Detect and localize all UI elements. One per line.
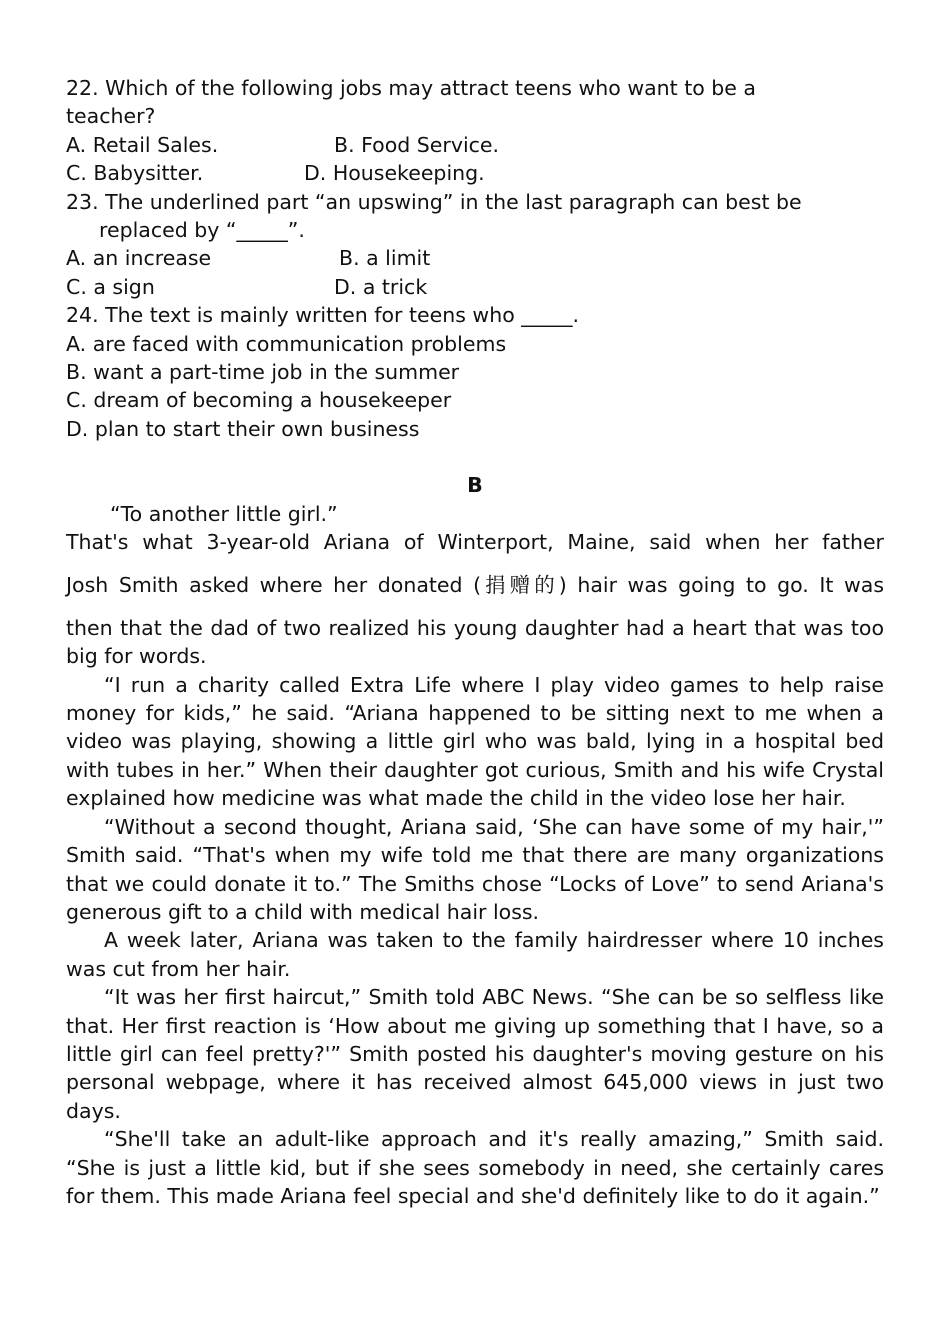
option-d: D. plan to start their own business [66, 416, 420, 441]
option-c: C. a sign [66, 274, 155, 299]
passage-paragraph-4: A week later, Ariana was taken to the family hairdresser where 10 inches was cut from her hair. [66, 928, 884, 981]
option-a: A. Retail Sales. [66, 132, 219, 157]
option-c: C. dream of becoming a housekeeper [66, 388, 452, 413]
option-b: B. Food Service. [334, 132, 500, 157]
question-23 [66, 188, 884, 302]
passage-paragraph-2: “I run a charity called Extra Life where I play video games to help raise money for kids,” he said. “Ariana happened to be sitting next to me when a video was playing, showing a little girl who was bald, lying in a hospital bed with tubes in her.” When their daughter got curious, Smith and his wife Crystal explained how medicine was what made the child in the video lose her hair. [66, 672, 884, 811]
option-d: D. Housekeeping. [304, 161, 485, 186]
question-22-options-ab [66, 131, 884, 159]
option-d: D. a trick [334, 274, 428, 299]
passage-opening-quote: “To another little girl.” [110, 501, 338, 526]
question-23-stem: 23. The underlined part “an upswing” in the last paragraph can best be [66, 189, 802, 214]
option-c: C. Babysitter. [66, 161, 204, 186]
passage-paragraph-5: “It was her first haircut,” Smith told ABC News. “She can be so selfless like that. Her first reaction is ‘How about me giving up something that I have, so a little girl can feel pretty?'” Smith posted his daughter's moving gesture on his personal webpage, where it has received almost 645,000 views in just two days. [66, 985, 884, 1123]
document-page [66, 74, 884, 1210]
passage-paragraph-6: “She'll take an adult-like approach and it's really amazing,” Smith said. “She is just a little kid, but if she sees somebody in need, she certainly cares for them. This made Ariana feel special and she'd definitely like to do it again.” [66, 1127, 884, 1208]
question-23-stem-cont: replaced by “_____”. [99, 218, 305, 242]
question-24-stem: 24. The text is mainly written for teens who _____. [66, 303, 580, 328]
option-a: A. are faced with communication problems [66, 331, 507, 356]
option-b: B. want a part-time job in the summer [66, 360, 460, 384]
question-22-stem-cont: teacher? [66, 104, 156, 129]
question-23-options-ab [66, 244, 884, 272]
option-a: A. an increase [66, 246, 212, 271]
passage-paragraph-1-rest: then that the dad of two realized his young daughter had a heart that was too big for words. [66, 615, 884, 669]
passage-paragraph-1-line-1: That's what 3-year-old Ariana of Winterport, Maine, said when her father [66, 530, 884, 555]
question-24 [66, 301, 884, 443]
question-22-stem: 22. Which of the following jobs may attract teens who want to be a [66, 76, 756, 100]
question-22 [66, 74, 884, 188]
passage-title: B [467, 473, 483, 498]
question-22-options-cd [66, 159, 884, 187]
passage-paragraph-3: “Without a second thought, Ariana said, ‘She can have some of my hair,'” Smith said. “That's when my wife told me that there are many organizations that we could donate it to.” The Smiths chose “Locks of Love” to send Ariana's generous gift to a child with medical hair loss. [66, 814, 884, 924]
option-b: B. a limit [339, 246, 431, 271]
question-23-options-cd [66, 273, 884, 301]
passage-paragraph-1-line-2: Josh Smith asked where her donated (捐赠的) hair was going to go. It was [66, 573, 884, 598]
